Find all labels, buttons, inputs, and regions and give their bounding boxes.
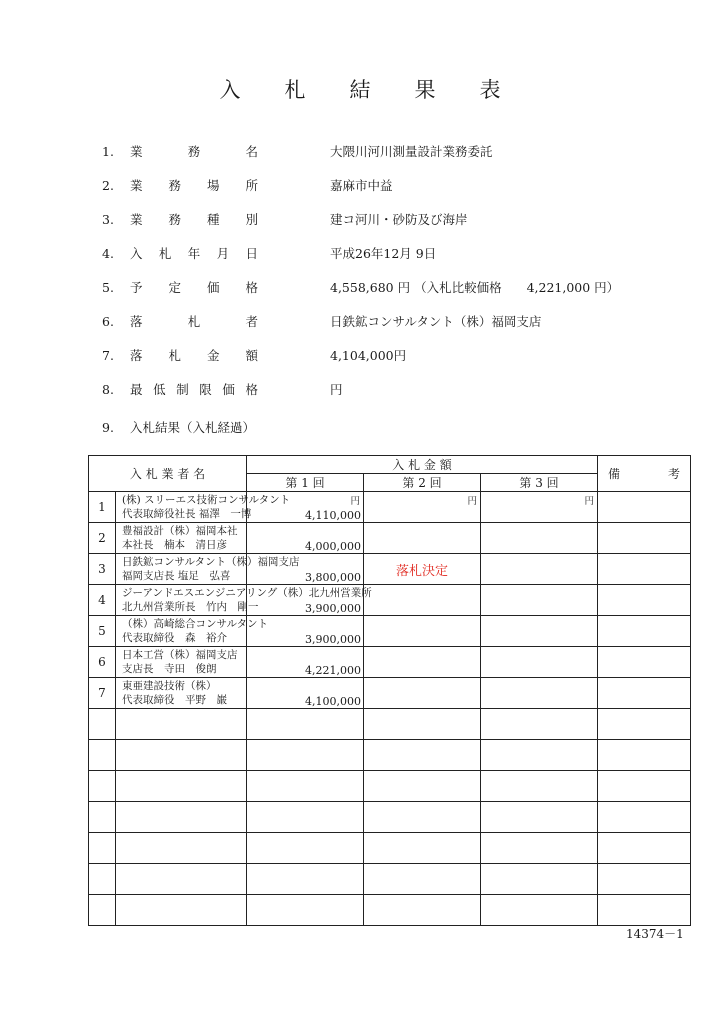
- empty-cell: [364, 833, 481, 864]
- header-bidder: 入 札 業 者 名: [89, 456, 247, 492]
- info-item-8: [102, 380, 343, 398]
- info-num: 8.: [102, 382, 114, 397]
- info-label: 入札年月日: [130, 246, 258, 261]
- info-num: 5.: [102, 280, 114, 295]
- table-row: [89, 740, 691, 771]
- info-item-6: [102, 312, 542, 330]
- info-item-7: [102, 346, 407, 364]
- empty-cell: [116, 740, 247, 771]
- amount-value: 4,000,000: [305, 540, 362, 553]
- empty-cell: [247, 771, 364, 802]
- round-1-amount: [247, 492, 364, 523]
- round-2-amount: [364, 585, 481, 616]
- info-item-4: [102, 244, 437, 262]
- table-row: [89, 616, 691, 647]
- bidder-name: [116, 647, 247, 678]
- info-label: 入札結果（入札経過）: [130, 420, 256, 435]
- bidder-representative: 支店長 寺田 俊朗: [122, 663, 217, 675]
- empty-cell: [481, 709, 598, 740]
- remarks-cell: [598, 492, 691, 523]
- remarks-cell: [598, 678, 691, 709]
- header-amount: 入 札 金 額: [247, 456, 598, 474]
- round-1-amount: [247, 523, 364, 554]
- info-num: 1.: [102, 144, 114, 159]
- table-row: [89, 523, 691, 554]
- page-number: 14374－1: [626, 927, 684, 941]
- empty-cell: [89, 740, 116, 771]
- empty-cell: [598, 864, 691, 895]
- empty-cell: [481, 895, 598, 926]
- round-3-amount: [481, 616, 598, 647]
- empty-cell: [481, 740, 598, 771]
- empty-cell: [598, 895, 691, 926]
- empty-cell: [247, 833, 364, 864]
- table-row: [89, 492, 691, 523]
- info-value: 4,558,680 円 （入札比較価格 4,221,000 円）: [330, 280, 620, 295]
- round-3-amount: [481, 647, 598, 678]
- empty-cell: [364, 802, 481, 833]
- bidder-company: ジーアンドエスエンジニアリング（株）北九州営業所: [122, 587, 372, 599]
- info-value: 大隈川河川測量設計業務委託: [330, 144, 493, 159]
- round-1-amount: [247, 554, 364, 585]
- header-round-3: 第 3 回: [481, 474, 598, 492]
- remarks-cell: [598, 585, 691, 616]
- round-3-amount: [481, 554, 598, 585]
- empty-cell: [364, 740, 481, 771]
- info-num: 6.: [102, 314, 114, 329]
- yen-unit: 円: [467, 496, 478, 507]
- round-3-amount: [481, 585, 598, 616]
- amount-value: 3,800,000: [305, 571, 362, 584]
- bidder-name: [116, 492, 291, 523]
- table-row: [89, 833, 691, 864]
- empty-cell: [247, 740, 364, 771]
- bidder-name: [116, 678, 247, 709]
- info-label: 業務場所: [130, 178, 258, 193]
- empty-cell: [364, 771, 481, 802]
- bidder-representative: 本社長 楠本 清日彦: [122, 539, 227, 551]
- info-item-5: [102, 278, 620, 296]
- round-1-amount: [247, 678, 364, 709]
- info-item-2: [102, 176, 393, 194]
- round-3-amount: [481, 523, 598, 554]
- empty-cell: [481, 802, 598, 833]
- round-2-amount: [364, 492, 481, 523]
- header-round-1: 第 1 回: [247, 474, 364, 492]
- table-row: [89, 802, 691, 833]
- bidder-representative: 北九州営業所長 竹内 剛一: [122, 601, 259, 613]
- amount-value: 4,110,000: [305, 509, 362, 522]
- row-number: 1: [89, 492, 116, 523]
- empty-cell: [598, 740, 691, 771]
- award-decision: 落札決定: [364, 554, 481, 585]
- round-3-amount: [481, 492, 598, 523]
- remarks-cell: [598, 523, 691, 554]
- empty-cell: [116, 771, 247, 802]
- header-remarks: 備 考: [598, 456, 691, 492]
- empty-cell: [481, 864, 598, 895]
- amount-value: 3,900,000: [305, 633, 362, 646]
- bidder-company: 日本工営（株）福岡支店: [122, 649, 238, 661]
- round-2-amount: [364, 523, 481, 554]
- bidder-company: 日鉄鉱コンサルタント（株）福岡支店: [122, 556, 300, 568]
- bid-results-table: [88, 455, 691, 926]
- bidder-name: [116, 523, 247, 554]
- empty-cell: [598, 802, 691, 833]
- amount-value: 4,100,000: [305, 695, 362, 708]
- empty-cell: [247, 864, 364, 895]
- empty-cell: [116, 709, 247, 740]
- row-number: 3: [89, 554, 116, 585]
- info-value: 嘉麻市中益: [330, 178, 393, 193]
- info-value: 4,104,000円: [330, 348, 407, 363]
- remarks-cell: [598, 554, 691, 585]
- empty-cell: [598, 833, 691, 864]
- bidder-representative: 代表取締役 森 裕介: [122, 632, 227, 644]
- info-value: 日鉄鉱コンサルタント（株）福岡支店: [330, 314, 542, 329]
- table-row: [89, 709, 691, 740]
- page-title: 入札結果表: [219, 78, 545, 102]
- info-label: 予定価格: [130, 280, 258, 295]
- info-value: 円: [330, 382, 343, 397]
- info-num: 9.: [102, 420, 114, 435]
- bidder-representative: 福岡支店長 塩足 弘喜: [122, 570, 231, 582]
- empty-cell: [247, 802, 364, 833]
- header-round-2: 第 2 回: [364, 474, 481, 492]
- info-item-3: [102, 210, 468, 228]
- info-num: 4.: [102, 246, 114, 261]
- table-row: [89, 895, 691, 926]
- row-number: 2: [89, 523, 116, 554]
- info-num: 3.: [102, 212, 114, 227]
- empty-cell: [247, 895, 364, 926]
- table-row: [89, 647, 691, 678]
- empty-cell: [364, 895, 481, 926]
- round-2-amount: [364, 678, 481, 709]
- round-2-amount: [364, 616, 481, 647]
- empty-cell: [481, 833, 598, 864]
- info-label: 落札者: [130, 314, 258, 329]
- row-number: 7: [89, 678, 116, 709]
- empty-cell: [364, 709, 481, 740]
- empty-cell: [116, 833, 247, 864]
- empty-cell: [481, 771, 598, 802]
- empty-cell: [598, 771, 691, 802]
- bidder-representative: 代表取締役社長 福澤 一博: [122, 508, 252, 520]
- yen-unit: 円: [350, 496, 361, 507]
- bidder-company: （株）高崎総合コンサルタント: [122, 618, 269, 630]
- info-num: 2.: [102, 178, 114, 193]
- remarks-cell: [598, 616, 691, 647]
- info-item-1: [102, 142, 493, 160]
- info-item-9: [102, 418, 255, 436]
- round-1-amount: [247, 647, 364, 678]
- row-number: 4: [89, 585, 116, 616]
- info-num: 7.: [102, 348, 114, 363]
- empty-cell: [89, 771, 116, 802]
- round-1-amount: [247, 585, 364, 616]
- empty-cell: [598, 709, 691, 740]
- round-3-amount: [481, 678, 598, 709]
- bidder-company: 豊福設計（株）福岡本社: [122, 525, 238, 537]
- table-row: [89, 678, 691, 709]
- empty-cell: [89, 895, 116, 926]
- info-value: 平成26年12月 9日: [330, 246, 437, 261]
- empty-cell: [116, 895, 247, 926]
- bidder-name: [116, 616, 269, 647]
- bidder-representative: 代表取締役 平野 巌: [122, 694, 227, 706]
- bidder-company: 東亜建設技術（株）: [122, 680, 217, 692]
- empty-cell: [89, 833, 116, 864]
- empty-cell: [247, 709, 364, 740]
- table-row: [89, 585, 691, 616]
- yen-unit: 円: [584, 496, 595, 507]
- empty-cell: [89, 864, 116, 895]
- bidder-company: (株) スリーエス技術コンサルタント: [122, 494, 291, 506]
- remarks-cell: [598, 647, 691, 678]
- info-label: 最低制限価格: [130, 382, 258, 397]
- empty-cell: [89, 709, 116, 740]
- table-row: [89, 771, 691, 802]
- info-label: 落札金額: [130, 348, 258, 363]
- info-value: 建コ河川・砂防及び海岸: [330, 212, 468, 227]
- empty-cell: [116, 802, 247, 833]
- table-row: [89, 554, 691, 585]
- amount-value: 3,900,000: [305, 602, 362, 615]
- row-number: 6: [89, 647, 116, 678]
- round-2-amount: [364, 647, 481, 678]
- info-label: 業務種別: [130, 212, 258, 227]
- empty-cell: [116, 864, 247, 895]
- round-1-amount: [247, 616, 364, 647]
- table-row: [89, 864, 691, 895]
- empty-cell: [89, 802, 116, 833]
- bidder-name: [116, 554, 300, 585]
- row-number: 5: [89, 616, 116, 647]
- info-label: 業務名: [130, 144, 258, 159]
- amount-value: 4,221,000: [305, 664, 362, 677]
- empty-cell: [364, 864, 481, 895]
